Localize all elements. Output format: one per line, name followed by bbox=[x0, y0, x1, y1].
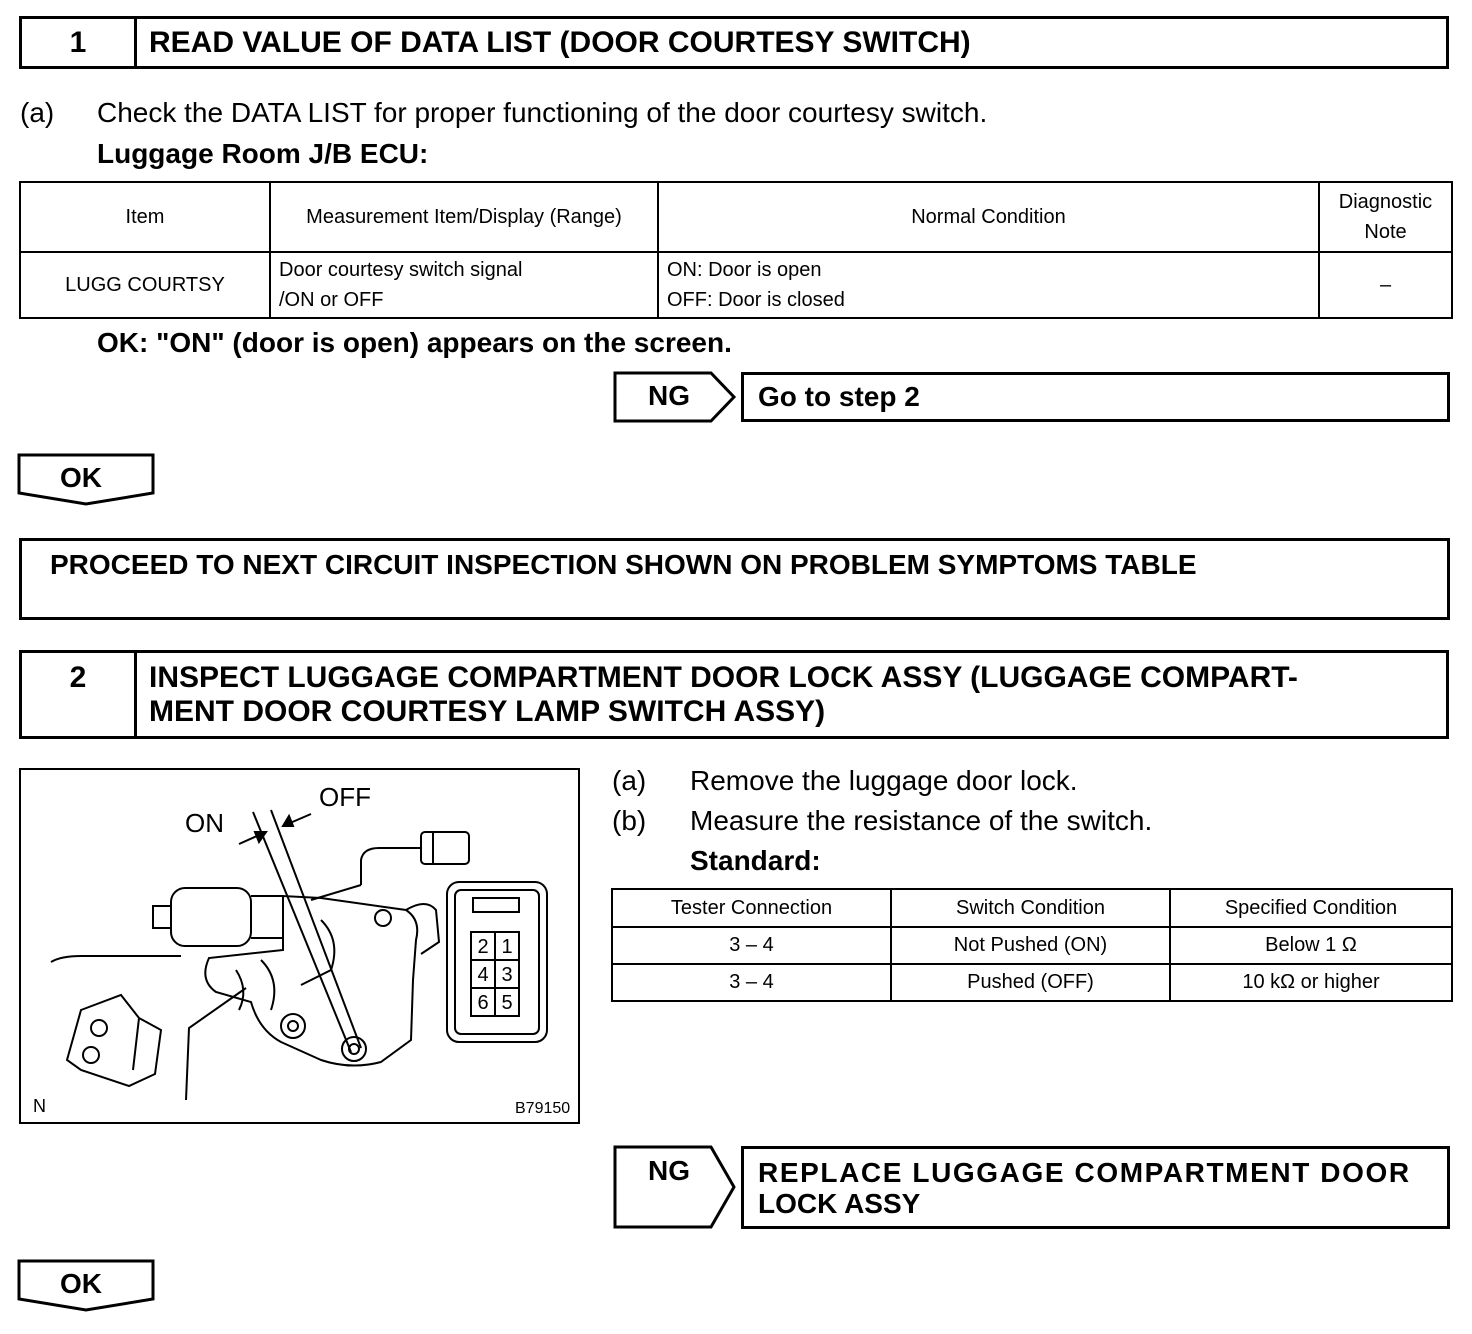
row1-specified: Below 1 Ω bbox=[1170, 927, 1452, 964]
step2-ng-action-line1: REPLACE LUGGAGE COMPARTMENT DOOR bbox=[758, 1157, 1411, 1188]
pin-1: 1 bbox=[501, 936, 513, 958]
figure-label-on: ON bbox=[185, 808, 224, 838]
step2-ok-label: OK bbox=[60, 1268, 102, 1299]
step2-number: 2 bbox=[22, 653, 137, 736]
step2-ng-label: NG bbox=[648, 1155, 690, 1186]
step1-ok-label: OK bbox=[60, 462, 102, 493]
step2-item-a-label: (a) bbox=[612, 765, 647, 796]
cell-note: – bbox=[1319, 252, 1452, 318]
table-header-row bbox=[20, 182, 1452, 252]
normal-line1: ON: Door is open bbox=[667, 259, 822, 281]
resistance-header-row bbox=[612, 889, 1452, 927]
row2-connection: 3 – 4 bbox=[612, 964, 891, 1001]
header-normal-condition: Normal Condition bbox=[658, 182, 1319, 252]
step1-item-a-label: (a) bbox=[20, 97, 55, 128]
step2-title-line2: MENT DOOR COURTESY LAMP SWITCH ASSY) bbox=[149, 695, 826, 728]
pin-4: 4 bbox=[477, 964, 489, 986]
row2-condition: Pushed (OFF) bbox=[891, 964, 1170, 1001]
cell-measurement bbox=[270, 252, 658, 318]
step2-item-b-label: (b) bbox=[612, 805, 647, 836]
measure-line2: /ON or OFF bbox=[279, 289, 384, 311]
step2-item-b-text: Measure the resistance of the switch. bbox=[690, 805, 1153, 836]
header-diagnostic-note bbox=[1319, 182, 1452, 252]
header-note: Note bbox=[1364, 221, 1407, 243]
step1-title: READ VALUE OF DATA LIST (DOOR COURTESY SWITCH) bbox=[149, 26, 971, 59]
header-item: Item bbox=[20, 182, 270, 252]
figure-corner-n: N bbox=[33, 1096, 46, 1116]
step1-header bbox=[19, 16, 1449, 69]
cell-normal-condition bbox=[658, 252, 1319, 318]
step1-ng-label: NG bbox=[648, 380, 690, 411]
figure-id: B79150 bbox=[515, 1100, 571, 1117]
measure-line1: Door courtesy switch signal bbox=[279, 259, 523, 281]
pin-6: 6 bbox=[477, 992, 489, 1014]
step2-title bbox=[137, 653, 1446, 736]
figure-label-off: OFF bbox=[319, 782, 371, 812]
step1-item-a-text: Check the DATA LIST for proper functioning of the door courtesy switch. bbox=[97, 97, 988, 128]
table-row bbox=[612, 964, 1452, 1001]
step2-title-line1: INSPECT LUGGAGE COMPARTMENT DOOR LOCK ASSY (LUGGAGE COMPART- bbox=[149, 661, 1298, 694]
resistance-table bbox=[611, 888, 1453, 1002]
step2-ng-action-line2: LOCK ASSY bbox=[758, 1188, 921, 1219]
ecu-heading: Luggage Room J/B ECU: bbox=[97, 138, 429, 169]
pin-2: 2 bbox=[477, 936, 489, 958]
step1-number: 1 bbox=[22, 19, 137, 66]
proceed-box bbox=[19, 538, 1450, 620]
data-list-table bbox=[19, 181, 1453, 319]
switch-figure bbox=[19, 768, 580, 1124]
pin-5: 5 bbox=[501, 992, 513, 1014]
normal-line2: OFF: Door is closed bbox=[667, 289, 845, 311]
door-lock-illustration bbox=[21, 770, 578, 1122]
step2-header bbox=[19, 650, 1449, 739]
row1-condition: Not Pushed (ON) bbox=[891, 927, 1170, 964]
step1-ok-result: OK: "ON" (door is open) appears on the screen. bbox=[97, 327, 732, 358]
header-tester-connection: Tester Connection bbox=[612, 889, 891, 927]
header-diagnostic: Diagnostic bbox=[1338, 191, 1433, 213]
header-switch-condition: Switch Condition bbox=[891, 889, 1170, 927]
header-specified-condition: Specified Condition bbox=[1170, 889, 1452, 927]
cell-item: LUGG COURTSY bbox=[20, 252, 270, 318]
table-row bbox=[20, 252, 1452, 318]
step1-ng-action-text: Go to step 2 bbox=[758, 381, 920, 412]
proceed-text: PROCEED TO NEXT CIRCUIT INSPECTION SHOWN ON PROBLEM SYMPTOMS TABLE bbox=[50, 549, 1197, 580]
pin-3: 3 bbox=[501, 964, 513, 986]
row2-specified: 10 kΩ or higher bbox=[1170, 964, 1452, 1001]
step1-ng-action bbox=[741, 372, 1450, 422]
header-measurement: Measurement Item/Display (Range) bbox=[270, 182, 658, 252]
standard-heading: Standard: bbox=[690, 845, 821, 876]
step2-item-a-text: Remove the luggage door lock. bbox=[690, 765, 1078, 796]
table-row bbox=[612, 927, 1452, 964]
step2-ng-action bbox=[741, 1146, 1450, 1229]
row1-connection: 3 – 4 bbox=[612, 927, 891, 964]
